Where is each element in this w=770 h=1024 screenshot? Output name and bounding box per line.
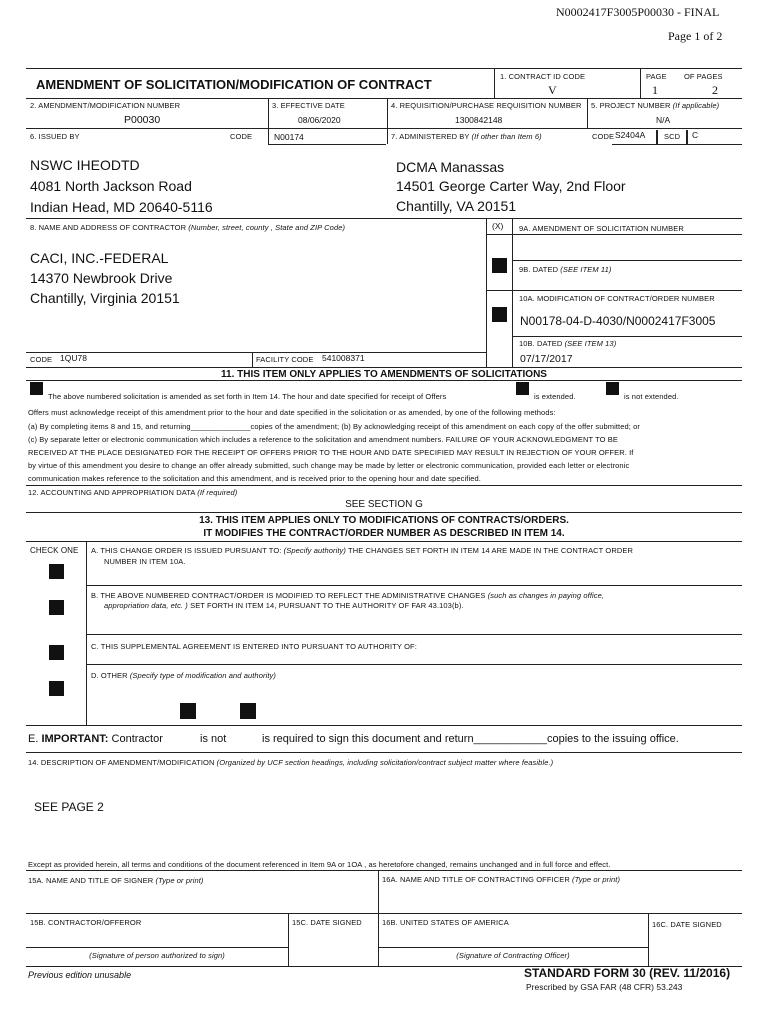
- section-11-para-4: RECEIVED AT THE PLACE DESIGNATED FOR THE RECEIPT OF OFFERS PRIOR TO THE HOUR AND DATE SPECIFIED MAY RESULT IN REJECTION OF YOUR OFFER. If: [28, 448, 634, 457]
- date-signed-16c-label: 16C. DATE SIGNED: [652, 920, 722, 929]
- section-13d-line: D. OTHER (Specify type of modification and authority): [91, 671, 276, 680]
- issuer-line-1: NSWC IHEODTD: [30, 157, 140, 173]
- description-label: 14. DESCRIPTION OF AMENDMENT/MODIFICATION (Organized by UCF section headings, including solicitation/contract subject matter where feasible.): [28, 758, 554, 767]
- administered-by-code-value[interactable]: S2404A: [615, 130, 646, 140]
- section-11-heading: 11. THIS ITEM ONLY APPLIES TO AMENDMENTS OF SOLICITATIONS: [221, 369, 547, 380]
- dated-9b-label: 9B. DATED (SEE ITEM 11): [519, 265, 612, 274]
- facility-code-value[interactable]: 541008371: [322, 353, 365, 363]
- document-id: N0002417F3005P00030 - FINAL: [556, 5, 720, 19]
- amendment-number-value[interactable]: P00030: [124, 114, 161, 126]
- modification-number-value[interactable]: N00178-04-D-4030/N0002417F3005: [520, 314, 716, 328]
- facility-code-label: FACILITY CODE: [256, 355, 314, 364]
- administrator-line-3: Chantilly, VA 20151: [396, 198, 517, 214]
- contract-id-value[interactable]: V: [548, 83, 557, 97]
- checkbox-not-extended[interactable]: [606, 382, 619, 395]
- section-13a-line-1: A. THIS CHANGE ORDER IS ISSUED PURSUANT TO: (Specify authority) THE CHANGES SET FORTH IN ITEM 14 ARE MADE IN THE CONTRACT ORDER: [91, 546, 633, 555]
- important-return-text: is required to sign this document and return____________copies to the issuing office.: [262, 733, 679, 745]
- contractor-code-label: CODE: [30, 355, 53, 364]
- form-title: AMENDMENT OF SOLICITATION/MODIFICATION OF CONTRACT: [36, 77, 432, 92]
- section-11-para-2: (a) By completing items 8 and 15, and returning______________copies of the amendment; (b) By acknowledging receipt of this amendment on each copy of the offer submitted; or: [28, 422, 641, 431]
- check-one-label: CHECK ONE: [30, 546, 79, 555]
- amendment-number-label: 2. AMENDMENT/MODIFICATION NUMBER: [30, 101, 181, 110]
- date-signed-15c-label: 15C. DATE SIGNED: [292, 918, 362, 927]
- checkbox-11-amended[interactable]: [30, 382, 43, 395]
- signer-name-label: 15A. NAME AND TITLE OF SIGNER (Type or print): [28, 876, 204, 885]
- x-column-header: (X): [492, 221, 504, 231]
- contract-id-label: 1. CONTRACT ID CODE: [500, 72, 586, 81]
- administered-by-code-label: CODE: [592, 132, 615, 141]
- previous-edition: Previous edition unusable: [28, 970, 132, 980]
- section-13c-line: C. THIS SUPPLEMENTAL AGREEMENT IS ENTERED INTO PURSUANT TO AUTHORITY OF:: [91, 642, 417, 651]
- contractor-line-3: Chantilly, Virginia 20151: [30, 290, 180, 306]
- of-pages-label: OF PAGES: [684, 72, 723, 81]
- page-label: Page 1 of 2: [668, 29, 723, 43]
- page-num-label: PAGE: [646, 72, 667, 81]
- dated-10b-label: 10B. DATED (SEE ITEM 13): [519, 339, 617, 348]
- solicitation-number-label: 9A. AMENDMENT OF SOLICITATION NUMBER: [519, 224, 684, 233]
- administrator-line-2: 14501 George Carter Way, 2nd Floor: [396, 178, 626, 194]
- effective-date-value[interactable]: 08/06/2020: [298, 115, 341, 125]
- section-11-para-5: by virtue of this amendment you desire to change an offer already submitted, such change may be made by letter or electronic communication, provided each letter or electronic: [28, 461, 630, 470]
- requisition-number-value[interactable]: 1300842148: [455, 115, 503, 125]
- section-13b-line-2: appropriation data, etc. ) SET FORTH IN ITEM 14, PURSUANT TO THE AUTHORITY OF FAR 43.103(b).: [104, 601, 464, 610]
- important-prefix: E. IMPORTANT: Contractor: [28, 733, 163, 745]
- checkbox-13d[interactable]: [49, 681, 64, 696]
- checkbox-9b[interactable]: [492, 258, 507, 273]
- requisition-number-label: 4. REQUISITION/PURCHASE REQUISITION NUMBER: [391, 101, 582, 110]
- extended-label: is extended.: [534, 392, 576, 401]
- administered-by-label: 7. ADMINISTERED BY (If other than Item 6): [391, 132, 542, 141]
- checkbox-10a[interactable]: [492, 307, 507, 322]
- section-13-heading-2: IT MODIFIES THE CONTRACT/ORDER NUMBER AS DESCRIBED IN ITEM 14.: [203, 528, 565, 539]
- issuer-line-2: 4081 North Jackson Road: [30, 178, 192, 194]
- section-11-para-3: (c) By separate letter or electronic communication which includes a reference to the solicitation and amendment numbers. FAILURE OF YOUR ACKNOWLEDGMENT TO BE: [28, 435, 618, 444]
- contractor-code-value[interactable]: 1QU78: [60, 353, 87, 363]
- section-13-heading-1: 13. THIS ITEM APPLIES ONLY TO MODIFICATIONS OF CONTRACTS/ORDERS.: [199, 515, 569, 526]
- accounting-label: 12. ACCOUNTING AND APPROPRIATION DATA (If required): [28, 488, 238, 497]
- except-text: Except as provided herein, all terms and conditions of the document referenced in Item 9A or 1OA , as heretofore changed, remains unchanged and in full force and effect.: [28, 860, 611, 869]
- scd-value[interactable]: C: [692, 130, 699, 140]
- section-13a-line-2: NUMBER IN ITEM 10A.: [104, 557, 186, 566]
- scd-label: SCD: [664, 132, 681, 141]
- contractor-label: 8. NAME AND ADDRESS OF CONTRACTOR (Number, street, county , State and ZIP Code): [30, 223, 346, 232]
- checkbox-is[interactable]: [240, 703, 256, 719]
- checkbox-13c[interactable]: [49, 645, 64, 660]
- project-number-value[interactable]: N/A: [656, 115, 671, 125]
- important-is-not: is not: [200, 733, 227, 745]
- prescribed-by: Prescribed by GSA FAR (48 CFR) 53.243: [526, 982, 683, 992]
- checkbox-is-not[interactable]: [180, 703, 196, 719]
- of-pages-value[interactable]: 2: [712, 83, 718, 97]
- form-number: STANDARD FORM 30 (REV. 11/2016): [524, 966, 731, 980]
- not-extended-label: is not extended.: [624, 392, 679, 401]
- contractor-offeror-label: 15B. CONTRACTOR/OFFEROR: [30, 918, 142, 927]
- contractor-signature-caption: (Signature of person authorized to sign): [89, 951, 225, 960]
- usa-label: 16B. UNITED STATES OF AMERICA: [382, 918, 509, 927]
- page-num-value[interactable]: 1: [652, 83, 658, 97]
- effective-date-label: 3. EFFECTIVE DATE: [272, 101, 345, 110]
- issued-by-label: 6. ISSUED BY: [30, 132, 80, 141]
- section-13b-line-1: B. THE ABOVE NUMBERED CONTRACT/ORDER IS MODIFIED TO REFLECT THE ADMINISTRATIVE CHANGES (such as changes in paying office,: [91, 591, 605, 600]
- section-11-line: The above numbered solicitation is amended as set forth in Item 14. The hour and date specified for receipt of Offers: [48, 392, 447, 401]
- issued-by-code-value[interactable]: N00174: [274, 132, 304, 142]
- issuer-line-3: Indian Head, MD 20640-5116: [30, 199, 213, 215]
- issued-by-code-label: CODE: [230, 132, 253, 141]
- officer-signature-caption: (Signature of Contracting Officer): [456, 951, 570, 960]
- project-number-label: 5. PROJECT NUMBER (If applicable): [591, 101, 720, 110]
- administrator-line-1: DCMA Manassas: [396, 159, 505, 175]
- accounting-value[interactable]: SEE SECTION G: [345, 499, 423, 510]
- dated-10b-value[interactable]: 07/17/2017: [520, 353, 573, 365]
- contractor-line-1: CACI, INC.-FEDERAL: [30, 250, 169, 266]
- officer-name-label: 16A. NAME AND TITLE OF CONTRACTING OFFICER (Type or print): [382, 875, 621, 884]
- checkbox-13a[interactable]: [49, 564, 64, 579]
- modification-number-label: 10A. MODIFICATION OF CONTRACT/ORDER NUMBER: [519, 294, 715, 303]
- section-11-para-1: Offers must acknowledge receipt of this amendment prior to the hour and date specified in the solicitation or as amended, by one of the following methods:: [28, 408, 556, 417]
- contractor-line-2: 14370 Newbrook Drive: [30, 270, 173, 286]
- section-11-para-6: communication makes reference to the solicitation and this amendment, and is received prior to the opening hour and date specified.: [28, 474, 481, 483]
- checkbox-extended[interactable]: [516, 382, 529, 395]
- checkbox-13b[interactable]: [49, 600, 64, 615]
- description-value[interactable]: SEE PAGE 2: [34, 800, 104, 814]
